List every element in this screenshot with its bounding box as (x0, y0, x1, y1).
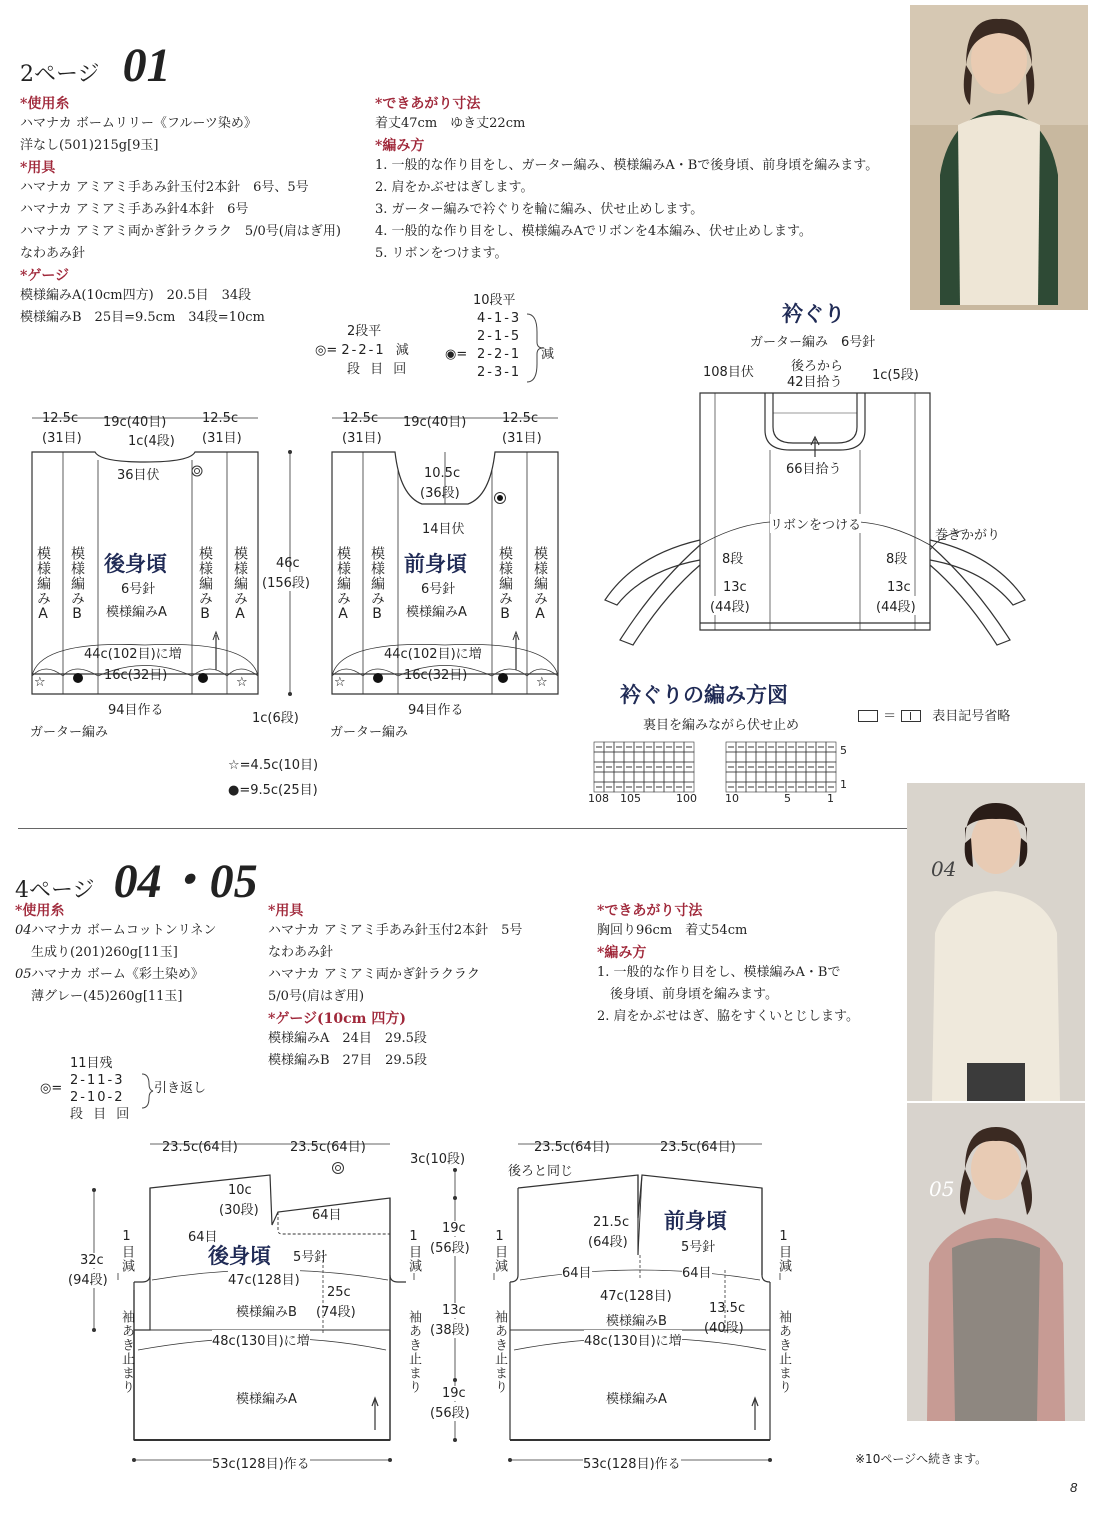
collar-l8: 8段 (722, 548, 743, 567)
chart-cell (726, 752, 736, 762)
collar-wrap: 巻きかがり (935, 528, 1001, 543)
chart-cell (756, 772, 766, 782)
model-photo-04 (907, 783, 1085, 1101)
front2-h135s: (40段) (704, 1321, 744, 1336)
collar-chart-grid (592, 740, 852, 796)
finish-line: 胸回り96cm 着丈54cm (597, 923, 748, 938)
back2-h32: 32c (80, 1253, 104, 1268)
tools-line: ハマナカ アミアミ手あみ針玉付2本針 5号 (268, 923, 523, 938)
front2-w48: 48c(130目)に増 (584, 1330, 682, 1349)
gauge-line: 模様編みA 24目 29.5段 (268, 1031, 427, 1046)
front1-neck-st: 14目伏 (422, 522, 465, 537)
short-rows-legend: 段 目 回 (70, 1107, 133, 1122)
chart-cell (624, 772, 634, 782)
front2-armhole-right: 袖あき止まり (776, 1310, 791, 1394)
method-heading: *編み方 (597, 945, 647, 961)
legend-star: ☆=4.5c(10目) (228, 758, 319, 773)
collar-bind: 108目伏 (703, 365, 754, 380)
front2-needle: 5号針 (681, 1240, 716, 1255)
chart-cell (594, 752, 604, 762)
page-number: 8 (1070, 1480, 1078, 1495)
svg-text:☆: ☆ (334, 675, 346, 690)
chart-x-label: 105 (620, 792, 641, 805)
chart-cell (786, 772, 796, 782)
dec2-suffix: 減 (541, 347, 555, 362)
collar-title: 衿ぐり (782, 302, 845, 326)
back1-needle: 6号針 (121, 582, 156, 597)
method-step: 1. 一般的な作り目をし、ガーター編み、模様編みA・Bで後身頃、前身頃を編みます。 (375, 158, 879, 173)
front2-w-left: 23.5c(64目) (534, 1140, 610, 1155)
finish-heading: *できあがり寸法 (597, 903, 703, 919)
chart-cell (654, 772, 664, 782)
yarn-line (15, 964, 255, 986)
chart-x-label: 1 (827, 792, 834, 805)
front2-w-right: 23.5c(64目) (660, 1140, 736, 1155)
chart-cell (746, 752, 756, 762)
mid-h13: 13c (442, 1303, 466, 1318)
finish-heading: *できあがり寸法 (375, 96, 481, 112)
dec1-suffix: 減 (395, 343, 409, 358)
back1-inc: 44c(102目)に増 (84, 647, 182, 662)
section1-method (375, 93, 895, 265)
chart-cell (746, 772, 756, 782)
chart-cell (816, 752, 826, 762)
svg-text:☆: ☆ (236, 675, 248, 690)
collar-back-pick2: 42目拾う (787, 375, 843, 390)
tools-line: ハマナカ アミアミ手あみ針玉付2本針 6号、5号 (20, 180, 309, 195)
tools-heading: *用具 (268, 903, 304, 919)
front2-st64b: 64目 (682, 1262, 712, 1281)
back1-title: 後身頃 (104, 552, 167, 576)
tools-line: ハマナカ アミアミ両かぎ針ラクラク (268, 967, 480, 982)
front1-col-a: 模様編みA (532, 546, 548, 623)
yarn-code: 04 (15, 923, 32, 938)
chart-x-label: 100 (676, 792, 697, 805)
back1-bottom-rows: 1c(6段) (252, 711, 299, 726)
back2-w-right: 23.5c(64目) (290, 1140, 366, 1155)
front2-dec-right: 1目減 (776, 1229, 791, 1273)
gauge-heading: *ゲージ (20, 268, 70, 284)
front2-cast: 53c(128目)作る (583, 1453, 681, 1472)
tools-line: なわあみ針 (20, 246, 86, 261)
back1-neck-rows: 1c(4段) (128, 434, 175, 449)
yarn-heading: *使用糸 (20, 96, 70, 112)
legend-eq: ＝ (883, 709, 897, 724)
collar-r8: 8段 (886, 548, 907, 567)
back1-col-a: 模様編みA (232, 546, 248, 623)
mid-h13s: (38段) (430, 1319, 470, 1338)
chart-x-label: 5 (784, 792, 791, 805)
short-row: 2-11-3 (70, 1073, 125, 1088)
dec2-row: 2-3-1 (477, 365, 522, 380)
chart-cell (806, 752, 816, 762)
dec1-legend: 段 目 回 (347, 362, 410, 377)
front2-st64a: 64目 (562, 1262, 592, 1281)
collar-rows: 1c(5段) (872, 368, 919, 383)
chart-cell (766, 772, 776, 782)
back1-height-s: (156段) (262, 572, 310, 591)
short-rows-prefix: ◎= (40, 1081, 63, 1096)
front1-col-a: 模様編みA (335, 546, 351, 623)
chart-x-label: 10 (725, 792, 739, 805)
mid-h19a: 19c (442, 1221, 466, 1236)
back2-st64b: 64目 (312, 1208, 342, 1223)
legend-knit-cell (901, 710, 921, 722)
short-row: 2-10-2 (70, 1090, 125, 1105)
back2-pattern-b: 模様編みB (236, 1305, 297, 1320)
front2-same: 後ろと同じ (508, 1164, 574, 1179)
front1-neck-h-s: (36段) (420, 486, 460, 501)
back2-h25s: (74段) (316, 1305, 356, 1320)
chart-cell (594, 772, 604, 782)
back1-col-b: 模様編みB (197, 546, 213, 623)
back1-w-left-s: (31目) (42, 431, 82, 446)
front1-needle: 6号針 (421, 582, 456, 597)
mid-h3: 3c(10段) (410, 1152, 466, 1167)
yarn-line (15, 942, 255, 964)
chart-cell (776, 772, 786, 782)
chart-cell (826, 752, 836, 762)
collar-chart-title: 衿ぐりの編み方図 (620, 683, 788, 707)
chart-cell (756, 752, 766, 762)
back2-w48: 48c(130目)に増 (212, 1330, 310, 1349)
section1-heading (20, 38, 171, 93)
yarn-line (15, 920, 255, 942)
chart-cell (796, 772, 806, 782)
chart-x-label: 108 (588, 792, 609, 805)
section-divider (18, 828, 908, 829)
front1-inc: 44c(102目)に増 (384, 647, 482, 662)
front2-pattern-b: 模様編みB (606, 1314, 667, 1329)
front2-h215s: (64段) (588, 1235, 628, 1250)
yarn-line: ハマナカ ボームリリー《フルーツ染め》 (20, 116, 257, 131)
method-heading: *編み方 (375, 138, 425, 154)
gauge-line: 模様編みB 25目=9.5cm 34段=10cm (20, 310, 265, 325)
back1-col-b: 模様編みB (69, 546, 85, 623)
dec2-top: 10段平 (473, 293, 516, 308)
front1-w-mid: 19c(40目) (403, 415, 467, 430)
chart-cell (674, 752, 684, 762)
back1-cast: 94目作る (108, 703, 164, 718)
chart-row-1: 1 (840, 778, 847, 791)
tools-line: 5/0号(肩はぎ用) (268, 989, 365, 1004)
svg-text:☆: ☆ (536, 675, 548, 690)
chart-cell (826, 772, 836, 782)
tools-line: ハマナカ アミアミ手あみ針4本針 6号 (20, 202, 249, 217)
tools-line: なわあみ針 (268, 945, 334, 960)
back2-title: 後身頃 (208, 1244, 271, 1268)
gauge-line: 模様編みA(10cm四方) 20.5目 34段 (20, 288, 252, 303)
back2-st64a: 64目 (188, 1226, 218, 1245)
dec2-row: 2-2-1 (477, 347, 522, 362)
front1-neck-h: 10.5c (424, 466, 461, 481)
method-step: 後身頃、前身頃を編みます。 (597, 987, 778, 1002)
dec2-prefix: ◉= (445, 347, 468, 362)
yarn-line (15, 986, 255, 1008)
back2-armhole-right: 袖あき止まり (406, 1310, 421, 1394)
collar-back-pick: 後ろから (791, 359, 844, 374)
yarn-heading: *使用糸 (15, 903, 65, 919)
chart-cell (786, 752, 796, 762)
svg-text:☆: ☆ (34, 675, 46, 690)
short-rows-top: 11目残 (70, 1056, 113, 1071)
method-step: 2. 肩をかぶせはぎします。 (375, 180, 534, 195)
front1-w-left-s: (31目) (342, 431, 382, 446)
chart-cell (806, 772, 816, 782)
front2-w47: 47c(128目) (600, 1285, 672, 1304)
chart-cell (674, 772, 684, 782)
section1-number: 01 (122, 39, 171, 92)
yarn-text: ハマナカ ボームコットンリネン (31, 923, 217, 938)
legend-dot: ●=9.5c(25目) (228, 783, 318, 798)
decrease-note-2 (445, 292, 555, 382)
chart-cell (634, 772, 644, 782)
back2-pattern-a: 模様編みA (236, 1392, 297, 1407)
photo-label-05: 05 (929, 1177, 955, 1201)
yarn-text: 薄グレー(45)260g[11玉] (31, 989, 183, 1004)
front2-dec-left: 1目減 (492, 1229, 507, 1273)
collar-l13s: (44段) (710, 596, 750, 615)
front1-pattern: 模様編みA (406, 605, 467, 620)
back1-height: 46c (276, 556, 300, 571)
collar-r13: 13c (887, 580, 911, 595)
chart-cell (614, 772, 624, 782)
front2-armhole-left: 袖あき止まり (492, 1310, 507, 1394)
back2-shoulder: 10c (228, 1183, 252, 1198)
front1-w-right-s: (31目) (502, 431, 542, 446)
back1-neck-st: 36目伏 (117, 468, 160, 483)
chart-cell (614, 752, 624, 762)
collar-l13: 13c (723, 580, 747, 595)
collar-sub: ガーター編み 6号針 (750, 335, 876, 350)
collar-r13s: (44段) (876, 596, 916, 615)
yarn-text: 生成り(201)260g[11玉] (31, 945, 178, 960)
model-photo-01 (910, 5, 1088, 310)
chart-cell (654, 752, 664, 762)
back2-dec-left: 1目減 (119, 1229, 134, 1273)
gauge-heading: *ゲージ(10cm 四方) (268, 1011, 406, 1027)
chart-cell (644, 772, 654, 782)
dec2-brace (525, 312, 545, 384)
method-step: 4. 一般的な作り目をし、模様編みAでリボンを4本編み、伏せ止めします。 (375, 224, 812, 239)
method-step: 1. 一般的な作り目をし、模様編みA・Bで (597, 965, 841, 980)
gauge-line: 模様編みB 27目 29.5段 (268, 1053, 428, 1068)
back2-dec-right: 1目減 (406, 1229, 421, 1273)
mid-h19b: 19c (442, 1386, 466, 1401)
front1-center: 16c(32目) (404, 668, 468, 683)
section2-yarn (15, 900, 255, 1008)
method-step: 3. ガーター編みで衿ぐりを輪に編み、伏せ止めします。 (375, 202, 704, 217)
yarn-line: 洋なし(501)215g[9玉] (20, 138, 159, 153)
chart-cell (796, 752, 806, 762)
chart-cell (684, 772, 694, 782)
yarn-text: ハマナカ ボーム《彩土染め》 (31, 967, 204, 982)
mid-h19bs: (56段) (430, 1402, 470, 1421)
method-step: 2. 肩をかぶせはぎ、脇をすくいとじします。 (597, 1009, 859, 1024)
front2-pattern-a: 模様編みA (606, 1392, 667, 1407)
back1-w-right: 12.5c (202, 411, 239, 426)
dec2-row: 2-1-5 (477, 329, 522, 344)
chart-cell (776, 752, 786, 762)
back1-garter: ガーター編み (30, 725, 109, 740)
back1-pattern: 模様編みA (106, 605, 167, 620)
front2-h215: 21.5c (593, 1215, 630, 1230)
back2-needle: 5号針 (293, 1250, 328, 1265)
back2-armhole-left: 袖あき止まり (119, 1310, 134, 1394)
back1-w-mid: 19c(40目) (103, 415, 167, 430)
back2-cast: 53c(128目)作る (212, 1453, 310, 1472)
chart-row-5: 5 (840, 744, 847, 757)
chart-cell (726, 772, 736, 782)
chart-cell (604, 772, 614, 782)
back1-w-right-s: (31目) (202, 431, 242, 446)
short-rows-brace (140, 1072, 154, 1110)
back2-w47: 47c(128目) (228, 1269, 300, 1288)
legend-empty-cell (858, 710, 878, 722)
chart-cell (816, 772, 826, 782)
yarn-code: 05 (15, 967, 32, 982)
section2-method (597, 900, 897, 1028)
method-step: 5. リボンをつけます。 (375, 246, 508, 261)
chart-cell (604, 752, 614, 762)
chart-cell (664, 752, 674, 762)
chart-cell (664, 772, 674, 782)
back2-h32s: (94段) (68, 1269, 108, 1288)
dec1-prefix: ◎= (315, 343, 338, 358)
chart-cell (624, 752, 634, 762)
collar-front-pick: 66目拾う (786, 462, 842, 477)
chart-cell (736, 772, 746, 782)
front-body-0405-diagram (480, 1130, 800, 1480)
collar-chart-sub: 裏目を編みながら伏せ止め (643, 718, 800, 733)
tools-heading: *用具 (20, 160, 56, 176)
back2-shoulder-s: (30段) (219, 1203, 259, 1218)
chart-cell (736, 752, 746, 762)
back1-col-a: 模様編みA (35, 546, 51, 623)
back2-w-left: 23.5c(64目) (162, 1140, 238, 1155)
dec2-row: 4-1-3 (477, 311, 522, 326)
dec1-top: 2段平 (347, 324, 382, 339)
chart-cell (644, 752, 654, 762)
model-photo-05 (907, 1103, 1085, 1421)
front1-cast: 94目作る (408, 703, 464, 718)
section2-tools (268, 900, 588, 1072)
short-rows-note (40, 1055, 207, 1123)
photo-label-04: 04 (931, 857, 957, 881)
section1-materials (20, 93, 370, 329)
section2-number: 04・05 (113, 855, 258, 908)
back1-w-left: 12.5c (42, 411, 79, 426)
front1-title: 前身頃 (404, 552, 467, 576)
front1-w-right: 12.5c (502, 411, 539, 426)
front2-title: 前身頃 (664, 1209, 727, 1233)
front1-col-b: 模様編みB (369, 546, 385, 623)
back2-h25: 25c (327, 1285, 351, 1300)
tools-line: ハマナカ アミアミ両かぎ針ラクラク 5/0号(肩はぎ用) (20, 224, 341, 239)
chart-cell (634, 752, 644, 762)
front1-w-left: 12.5c (342, 411, 379, 426)
front2-h135: 13.5c (709, 1301, 746, 1316)
dec1-row: 2-2-1 (341, 343, 386, 358)
finish-line: 着丈47cm ゆき丈22cm (375, 116, 526, 131)
chart-cell (684, 752, 694, 762)
section2-page-label: 4ページ (15, 878, 95, 903)
section1-page-label: 2ページ (20, 62, 100, 87)
collar-ribbon: リボンをつける (770, 514, 861, 533)
legend-text: 表目記号省略 (932, 709, 1011, 724)
short-rows-suffix: 引き返し (154, 1081, 207, 1096)
front1-col-b: 模様編みB (497, 546, 513, 623)
back1-center: 16c(32目) (104, 668, 168, 683)
chart-cell (766, 752, 776, 762)
mid-h19as: (56段) (430, 1237, 470, 1256)
collar-diagram (595, 355, 1045, 655)
front1-garter: ガーター編み (330, 725, 409, 740)
decrease-note-1 (315, 320, 409, 377)
continue-note: ※10ページへ続きます。 (855, 1452, 988, 1466)
collar-chart-legend (858, 705, 1010, 724)
